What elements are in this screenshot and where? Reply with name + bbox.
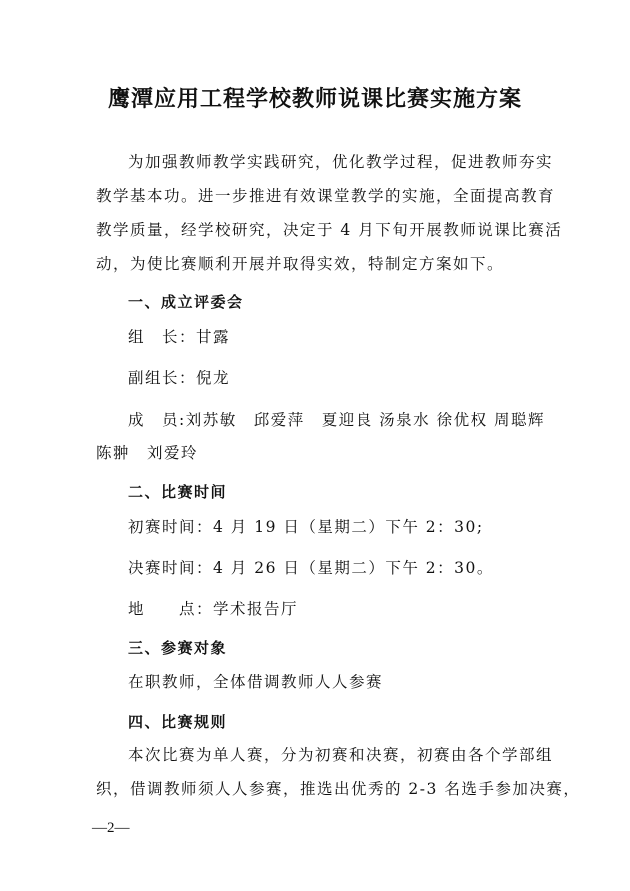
committee-members: 成 员:刘苏敏 邱爱萍 夏迎良 汤泉水 徐优权 周聪辉 [128,411,546,429]
final-time: 决赛时间：4 月 26 日（星期二）下午 2：30。 [128,559,494,577]
rules-line-2: 织，借调教师须人人参赛，推选出优秀的 2-3 名选手参加决赛， [96,780,581,798]
section-heading-time: 二、比赛时间 [128,483,228,501]
committee-members-cont: 陈翀 刘爱玲 [96,444,199,462]
document-title: 鹰潭应用工程学校教师说课比赛实施方案 [107,86,522,112]
committee-leader: 组 长：甘露 [128,328,231,346]
intro-line-2: 教学基本功。进一步推进有效课堂教学的实施，全面提高教育 [96,187,556,205]
intro-line-3: 教学质量，经学校研究，决定于 4 月下旬开展教师说课比赛活 [96,221,563,239]
rules-line-1: 本次比赛为单人赛，分为初赛和决赛，初赛由各个学部组 [128,746,554,764]
section-heading-committee: 一、成立评委会 [128,293,244,311]
committee-deputy: 副组长：倪龙 [128,369,231,387]
intro-line-1: 为加强教师教学实践研究，优化教学过程，促进教师夯实 [128,153,554,171]
section-heading-participants: 三、参赛对象 [128,639,228,657]
prelim-time: 初赛时间：4 月 19 日（星期二）下午 2：30; [128,518,484,536]
page-number: —2— [92,820,130,836]
venue: 地 点：学术报告厅 [128,600,299,618]
section-heading-rules: 四、比赛规则 [128,713,228,731]
intro-line-4: 动，为使比赛顺利开展并取得实效，特制定方案如下。 [96,255,505,273]
participants-text: 在职教师，全体借调教师人人参赛 [128,673,384,691]
